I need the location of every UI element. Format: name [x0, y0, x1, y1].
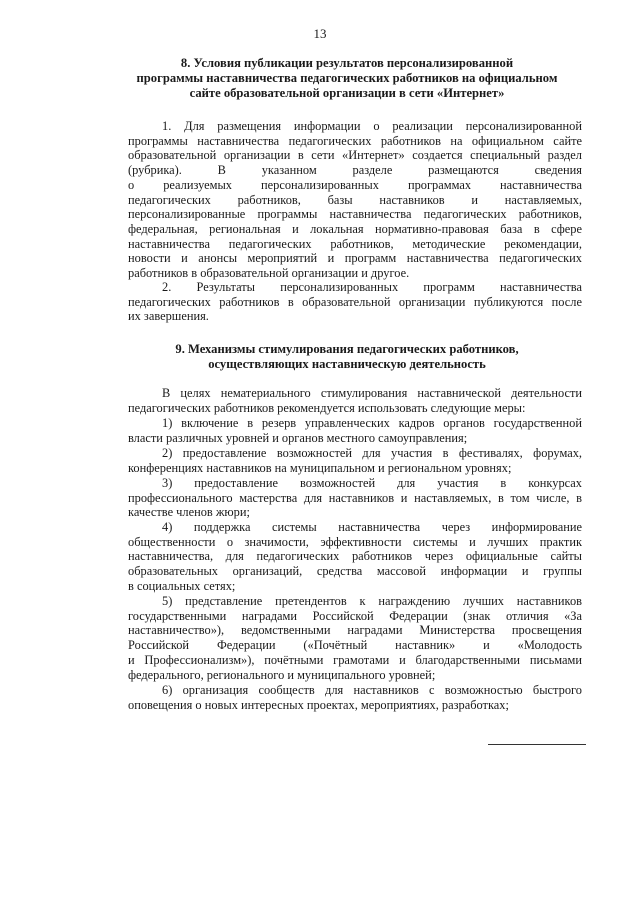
list-item-6: [128, 683, 582, 712]
text-line: педагогических работников рекомендуется использовать следующие меры:: [128, 400, 526, 415]
text-line: о реализуемых персонализированных программах наставничества: [128, 177, 582, 192]
page-number: 13: [313, 26, 327, 41]
text-line: новости и анонсы мероприятий и программ наставничества педагогических: [128, 251, 582, 266]
section-9-intro: [128, 386, 582, 415]
text-line: образовательной организации в сети «Интернет» создается специальный раздел: [128, 148, 582, 163]
text-line: 3) предоставление возможностей для участия в конкурсах: [162, 476, 582, 490]
text-line: власти различных уровней и органов местного самоуправления;: [128, 430, 468, 445]
text-line: оповещения о новых интересных проектах, мероприятиях, разработках;: [128, 697, 509, 712]
text-line: их завершения.: [128, 309, 209, 324]
text-line: наставничества педагогических работников, методические рекомендации,: [128, 236, 582, 251]
heading-line: сайте образовательной организации в сети «Интернет»: [189, 86, 505, 100]
heading-line: программы наставничества педагогических работников на официальном: [136, 71, 558, 85]
text-line: программы наставничества педагогических работников на официальном сайте: [128, 133, 582, 148]
text-line: федеральная, региональная и локальная нормативно-правовая база в сфере: [128, 221, 582, 236]
text-line: (рубрика). В указанном разделе размещаются сведения: [128, 163, 582, 178]
section-8-paragraph-1: [128, 119, 582, 281]
text-line: педагогических работников в образовательной организации публикуются после: [128, 294, 582, 309]
list-item-3: [128, 476, 582, 520]
text-line: Российской Федерации («Почётный наставник» и «Молодость: [128, 638, 582, 653]
text-line: работников в образовательной организации и другое.: [128, 266, 410, 281]
text-line: педагогических работников, базы наставников и наставляемых,: [128, 192, 582, 207]
heading-line: осуществляющих наставническую деятельность: [208, 357, 486, 371]
text-line: 4) поддержка системы наставничества через информирование: [162, 520, 582, 534]
text-line: 2. Результаты персонализированных программ наставничества: [162, 280, 582, 294]
text-line: общественности о значимости, эффективности системы и лучших практик: [128, 534, 582, 549]
text-line: 6) организация сообществ для наставников с возможностью быстрого: [162, 683, 582, 697]
section-8-heading: [112, 56, 582, 101]
text-line: профессионального мастерства для наставников и наставляемых, в том числе, в: [128, 490, 582, 505]
text-line: 1. Для размещения информации о реализации персонализированной: [162, 119, 582, 133]
list-item-1: [128, 416, 582, 445]
heading-line: 8. Условия публикации результатов персонализированной: [180, 56, 514, 70]
text-line: персонализированные программы наставничества педагогических работников,: [128, 207, 582, 222]
text-line: В целях нематериального стимулирования наставнической деятельности: [162, 386, 582, 400]
text-line: 2) предоставление возможностей для участия в фестивалях, форумах,: [162, 446, 582, 460]
section-9-heading: [112, 342, 582, 372]
text-line: в социальных сетях;: [128, 578, 236, 593]
text-line: федерального, регионального и муниципального уровней;: [128, 667, 436, 682]
heading-line: 9. Механизмы стимулирования педагогических работников,: [175, 342, 519, 356]
section-8-paragraph-2: [128, 280, 582, 324]
text-line: наставничество»), ведомственными наградами Министерства просвещения: [128, 623, 582, 638]
text-line: и Профессионализм»), почётными грамотами и благодарственными письмами: [128, 652, 582, 667]
list-item-5: [128, 594, 582, 682]
footer-divider: [488, 744, 586, 745]
list-item-4: [128, 520, 582, 594]
text-line: конференциях наставников на муниципальном и региональном уровнях;: [128, 460, 512, 475]
text-line: качестве членов жюри;: [128, 505, 250, 520]
text-line: государственными наградами Российской Федерации (знак отличия «За: [128, 608, 582, 623]
text-line: образовательных организаций, средства массовой информации и группы: [128, 564, 582, 579]
text-line: 1) включение в резерв управленческих кадров органов государственной: [162, 416, 582, 430]
text-line: наставничества, для педагогических работников через официальные сайты: [128, 549, 582, 564]
text-line: 5) представление претендентов к награждению лучших наставников: [162, 594, 582, 608]
list-item-2: [128, 446, 582, 475]
